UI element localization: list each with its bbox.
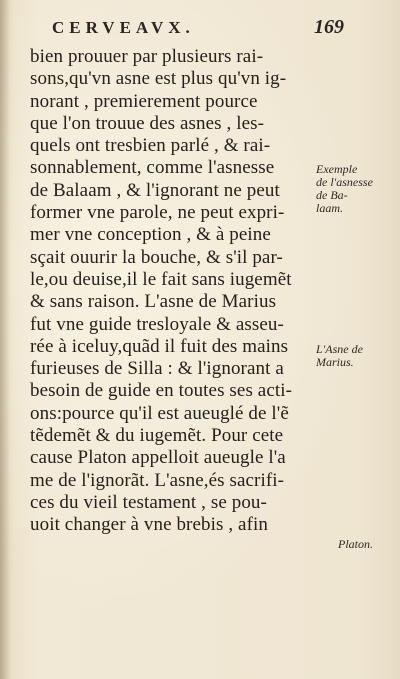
margin-note-line: de l'asnesse: [316, 175, 373, 189]
text-line: bien prouuer par plusieurs rai-: [30, 46, 264, 67]
margin-note-balaam: [316, 163, 373, 215]
margin-note-line: de Ba-: [316, 188, 348, 202]
text-line: cause Platon appelloit aueugle l'a: [30, 447, 286, 469]
text-line: sons,qu'vn asne est plus qu'vn ig-: [30, 68, 287, 90]
body-text: [30, 46, 330, 537]
margin-note-line: L'Asne de: [316, 342, 363, 356]
text-line: que l'on trouue des asnes , les-: [30, 112, 265, 134]
margin-note-line: Exemple: [316, 162, 358, 176]
margin-note-platon: [338, 538, 373, 551]
text-line: besoin de guide en toutes ses acti-: [30, 380, 293, 402]
text-line: & sans raison. L'asne de Marius: [30, 291, 277, 313]
text-line: ces du vieil testament , se pou-: [30, 491, 267, 513]
running-head: [52, 16, 352, 42]
text-line: former vne parole, ne peut expri-: [30, 202, 285, 224]
margin-note-line: laam.: [316, 201, 343, 215]
text-line: de Balaam , & l'ignorant ne peut: [30, 179, 280, 201]
text-line: furieuses de Silla : & l'ignorant a: [30, 358, 284, 380]
text-line: mer vne conception , & à peine: [30, 224, 271, 246]
text-line: norant , premierement pource: [30, 90, 258, 112]
text-line: tẽdemẽt & du iugemẽt. Pour cete: [30, 425, 284, 447]
text-line: me de l'ignorãt. L'asne,és sacrifi-: [30, 469, 285, 491]
text-line: uoit changer à vne brebis , afin: [30, 514, 268, 536]
margin-note-marius: [316, 343, 363, 369]
text-line: sçait ouurir la bouche, & s'il par-: [30, 246, 283, 268]
text-line: rée à iceluy,quãd il fuit des mains: [30, 335, 289, 357]
margin-note-line: Platon.: [338, 537, 373, 551]
text-line: quels ont tresbien parlé , & rai-: [30, 135, 271, 157]
text-line: le,ou deuise,il le fait sans iugemẽt: [30, 268, 292, 290]
running-head-title: CERVEAVX.: [52, 18, 195, 37]
text-line: sonnablement, comme l'asnesse: [30, 157, 275, 179]
gutter-shadow: [0, 0, 10, 679]
text-line: fut vne guide tresloyale & asseu-: [30, 313, 284, 335]
page-number: 169: [314, 16, 344, 38]
text-line: ons:pource qu'il est aueuglé de l'ẽ: [30, 402, 289, 424]
margin-note-line: Marius.: [316, 355, 354, 369]
